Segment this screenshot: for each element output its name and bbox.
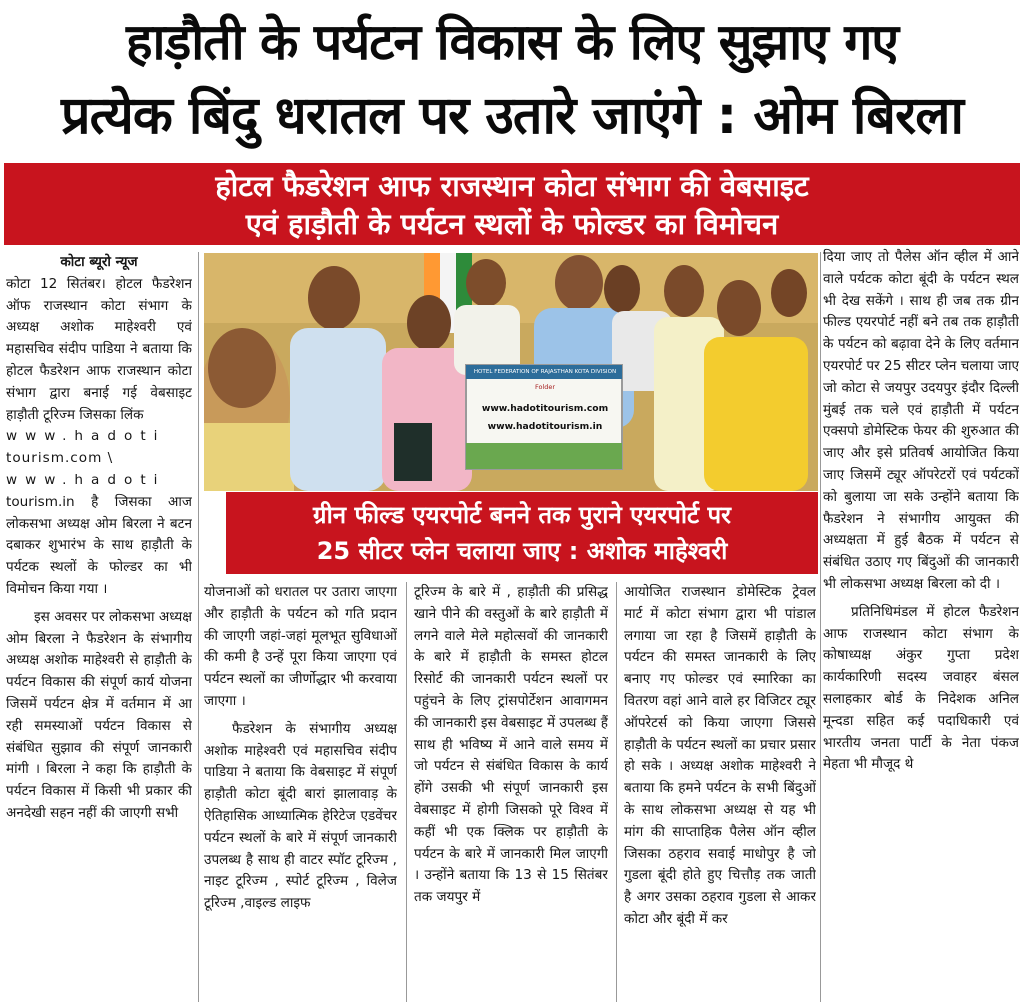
article-paragraph: टूरिज्म के बारे में , हाड़ौती की प्रसिद्ध खाने पीने की वस्तुओं के बारे हाड़ौती में लगने वाले मेले महोत्सवों की जानकारी के बारे में हाड़ौती के समस्त होटल रिसोर्ट की जानकारी पर्यटन स्थलों पर पहुंचने के लिए ट्रांसपोर्टेशन आवागमन की जानकारी इस वेबसाइट में उपलब्ध हैं साथ ही भविष्य में आने वाले समय में जो पर्यटन से संबंधित विकास के कार्य होंगे उसकी भी संपूर्ण जानकारी इस वेबसाइट में होगी जिसको पूरे विश्व में कहीं भी एक क्लिक पर हाड़ौती के पर्यटन के बारे में जानकारी मिल जाएगी । उन्होंने बताया कि 13 से 15 सितंबर तक जयपुर में xyxy=(414,584,608,906)
event-photo xyxy=(204,253,818,491)
article-column-5 xyxy=(823,247,1019,1006)
folder-site-1: www.hadotitourism.com xyxy=(481,403,609,414)
column-divider xyxy=(198,252,199,1002)
article-text: tourism.in है जिसका आज लोकसभा अध्यक्ष ओम बिरला ने बटन दबाकर शुभारंभ के साथ हाड़ौती के पर्यटक स्थलों के फोल्डर का भी विमोचन किया गया । xyxy=(6,493,192,597)
folder-header-text: HOTEL FEDERATION OF RAJASTHAN KOTA DIVISION xyxy=(473,369,617,375)
article-column-3 xyxy=(414,582,608,1006)
article-paragraph xyxy=(6,274,192,601)
article-paragraph: प्रतिनिधिमंडल में होटल फैडरेशन आफ राजस्थान कोटा संभाग के कोषाध्यक्ष अंकुर गुप्ता प्रदेश कार्यकारिणी सदस्य जवाहर बंसल सलाहकार बोर्ड के निदेशक अनिल मून्दडा सहित कई पदाधिकारी एवं भारतीय जनता पार्टी के नेता पंकज मेहता भी मौजूद थे xyxy=(823,603,1019,773)
article-paragraph: आयोजित राजस्थान डोमेस्टिक ट्रेवल मार्ट में कोटा संभाग द्वारा भी पांडाल लगाया जा रहा है जिसमें हाड़ौती के पर्यटन की समस्त जानकारी के लिए बनाए गए फोल्डर एवं स्मारिका का वितरण वहां आने वाले हर विजिटर ट्यूर ऑपरेटर्स को किया जाएगा जिससे हाड़ौती के पर्यटन स्थलों का प्रचार प्रसार हो सके । अध्यक्ष अशोक माहेश्वरी ने बताया कि हमने पर्यटन के सभी बिंदुओं के साथ लोकसभा अध्यक्ष से यह भी मांग की साप्ताहिक पैलेस ऑन व्हील जिसका ठहराव सवाई माधोपुर है जो गुडला बूंदी होते हुए चित्तौड़ तक जाती है अगर उसका ठहराव गुडला से आकर कोटा और बूंदी में कर xyxy=(624,584,816,927)
article-column-4 xyxy=(624,582,816,1006)
website-link[interactable]: www.hadoti xyxy=(6,471,166,488)
article-paragraph: योजनाओं को धरातल पर उतारा जाएगा और हाड़ौती के पर्यटन को गति प्रदान की जाएगी जहां-जहां मूलभूत सुविधाओं की कमी है उन्हें पूरा किया जाएगा एवं पर्यटन स्थलों का जीर्णोद्धार भी करवाया जाएगा । xyxy=(204,584,397,709)
website-link[interactable]: tourism.com \ xyxy=(6,450,114,467)
subhead-line-2: 25 सीटर प्लेन चलाया जाए : अशोक माहेश्वरी xyxy=(316,537,728,565)
headline-line-2: प्रत्येक बिंदु धरातल पर उतारे जाएंगे : ओम बिरला xyxy=(61,86,963,146)
website-link[interactable]: www.hadoti xyxy=(6,428,166,445)
column-divider xyxy=(406,582,407,1002)
article-text: कोटा 12 सितंबर। होटल फैडरेशन ऑफ राजस्थान कोटा संभाग के अध्यक्ष अशोक माहेश्वरी एवं महासचिव संदीप पाडिया ने बताया कि होटल फैडरेशन आफ राजस्थान कोटा संभाग द्वारा बनाई गई वेबसाइट हाड़ौती टूरिज्म जिसका लिंक xyxy=(6,275,192,423)
byline: कोटा ब्यूरो न्यूज xyxy=(60,254,138,270)
column-divider xyxy=(616,582,617,1002)
folder-site-2: www.hadotitourism.in xyxy=(487,421,603,432)
subhead-line-1: ग्रीन फील्ड एयरपोर्ट बनने तक पुराने एयरपोर्ट पर xyxy=(313,501,731,529)
headline-line-1: हाड़ौती के पर्यटन विकास के लिए सुझाए गए xyxy=(125,13,899,71)
folder-badge: Folder xyxy=(534,383,556,391)
column-divider xyxy=(820,252,821,1002)
article-paragraph: दिया जाए तो पैलेस ऑन व्हील में आने वाले पर्यटक कोटा बूंदी के पर्यटन स्थल भी देख सकेंगे । साथ ही जब तक ग्रीन फील्ड एयरपोर्ट नहीं बने तब तक हाड़ौती के पर्यटन को बढ़ावा देने के लिए वर्तमान एयरपोर्ट पर 25 सीटर प्लेन चलाया जाए जो कोटा से जयपुर उदयपुर इंदौर दिल्ली मुंबई तक चले एवं हाड़ौती में पर्यटन एक्सपो डोमेस्टिक फेयर की शुरुआत की जाए और इसे प्रतिवर्ष आयोजित किया जाए जिसमें ट्यूर ऑपरेटरों एवं पर्यटकों को बुलाया जा सके उन्होंने बताया कि फैडरेशन ने संभागीय आयुक्त की अध्यक्षता में हुई बैठक में पर्यटन से संबंधित उठाए गए बिंदुओं की जानकारी भी लोकसभा अध्यक्ष बिरला को दी । xyxy=(823,249,1019,592)
red-banner xyxy=(4,163,1020,245)
article-column-2 xyxy=(204,582,397,1006)
banner-line-2: एवं हाड़ौती के पर्यटन स्थलों के फोल्डर का विमोचन xyxy=(245,207,779,241)
article-paragraph: फैडरेशन के संभागीय अध्यक्ष अशोक माहेश्वरी एवं महासचिव संदीप पाडिया ने बताया कि वेबसाइट में संपूर्ण हाड़ौती कोटा बूंदी बारां झालावाड़ के ऐतिहासिक आध्यात्मिक हेरिटेज एडवेंचर पर्यटन स्थलों के बारे में संपूर्ण जानकारी उपलब्ध है साथ ही वाटर स्पॉट टूरिज्म , नाइट टूरिज्म , स्पोर्ट टूरिज्म , विलेज टूरिज्म ,वाइल्ड लाइफ xyxy=(204,720,397,912)
article-column-1 xyxy=(6,252,192,1006)
red-subhead xyxy=(226,492,818,574)
banner-line-1: होटल फैडरेशन आफ राजस्थान कोटा संभाग की वेबसाइट xyxy=(215,169,809,203)
article-paragraph: इस अवसर पर लोकसभा अध्यक्ष ओम बिरला ने फैडरेशन के संभागीय अध्यक्ष अशोक माहेश्वरी से हाड़ौती के पर्यटन विकास की संपूर्ण कार्य योजना जिसमें पर्यटन क्षेत्र में वर्तमान में आ रही समस्याओं पर्यटन विकास से संबंधित सुझाव की संपूर्ण जानकारी मांगी । बिरला ने कहा कि हाड़ौती के पर्यटन विकास में किसी भी प्रकार की अनदेखी सहन नहीं की जाएगी सभी xyxy=(6,608,192,821)
